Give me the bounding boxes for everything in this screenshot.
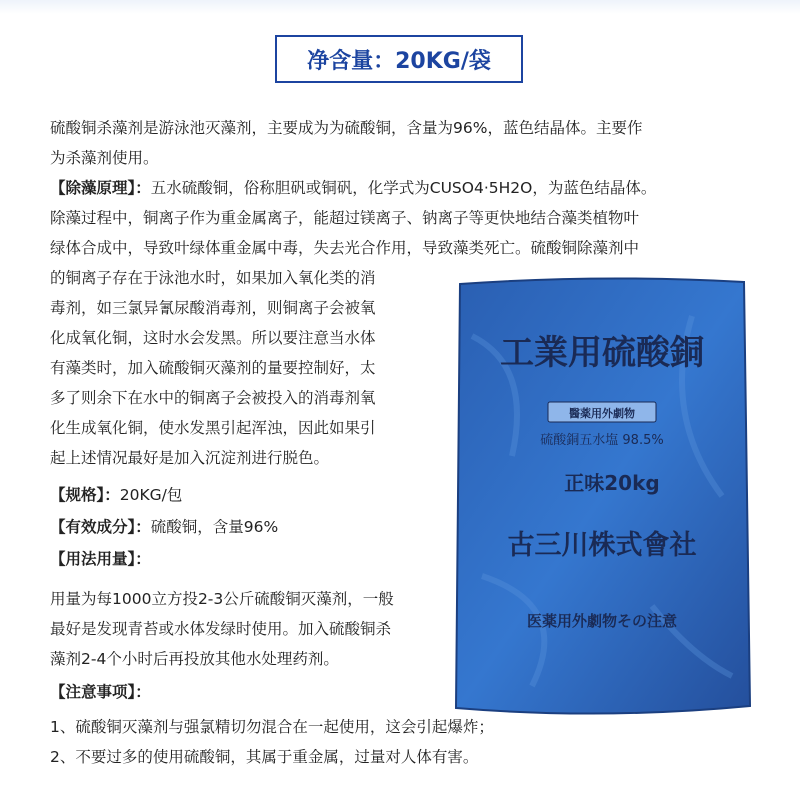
principle-line xyxy=(50,173,656,203)
principle-line: 化成氧化铜，这时水会发黑。所以要注意当水体 xyxy=(50,329,376,347)
notes-label-line xyxy=(50,677,151,707)
spec-label: 【规格】： xyxy=(50,486,120,504)
principle-text: 五水硫酸铜，俗称胆矾或铜矾，化学式为CUSO4·5H2O，为蓝色结晶体。 xyxy=(150,179,657,197)
notes-label: 【注意事项】： xyxy=(50,683,151,701)
bag-weight-text: 正味20kg xyxy=(564,471,660,495)
principle-line: 除藻过程中，铜离子作为重金属离子，能超过镁离子、钠离子等更快地结合藻类植物叶 xyxy=(50,209,640,227)
bag-badge-text: 醫薬用外劇物 xyxy=(569,407,635,420)
spec-line xyxy=(50,480,182,510)
usage-line: 藻剂2-4个小时后再投放其他水处理药剂。 xyxy=(50,650,339,668)
ingredient-line xyxy=(50,512,278,542)
bag-title-text: 工業用硫酸銅 xyxy=(500,333,704,373)
principle-line: 有藻类时，加入硫酸铜灭藻剂的量要控制好，太 xyxy=(50,359,376,377)
title-box xyxy=(275,35,523,83)
intro-line: 硫酸铜杀藻剂是游泳池灭藻剂，主要成为为硫酸铜，含量为96%，蓝色结晶体。主要作 xyxy=(50,119,643,137)
bag-warning-text: 医薬用外劇物その注意 xyxy=(526,612,678,630)
ingredient-value: 硫酸铜，含量96% xyxy=(150,518,279,536)
principle-line: 绿体合成中，导致叶绿体重金属中毒，失去光合作用，导致藻类死亡。硫酸铜除藻剂中 xyxy=(50,239,640,257)
page-title: 净含量：20KG/袋 xyxy=(307,48,491,74)
product-bag-image xyxy=(452,276,752,716)
intro-line: 为杀藻剂使用。 xyxy=(50,149,159,167)
spec-value: 20KG/包 xyxy=(119,486,183,504)
principle-line: 起上述情况最好是加入沉淀剂进行脱色。 xyxy=(50,449,330,467)
bag-content-text: 硫酸銅五水塩 98.5% xyxy=(540,433,664,448)
ingredient-label: 【有效成分】： xyxy=(50,518,151,536)
top-banner-strip xyxy=(0,0,800,14)
usage-line: 用量为每1000立方投2-3公斤硫酸铜灭藻剂，一般 xyxy=(50,590,394,608)
notes-item: 1、硫酸铜灭藻剂与强氯精切勿混合在一起使用，这会引起爆炸； xyxy=(50,718,494,736)
usage-line: 最好是发现青苔或水体发绿时使用。加入硫酸铜杀 xyxy=(50,620,392,638)
principle-line: 化生成氧化铜，使水发黑引起浑浊，因此如果引 xyxy=(50,419,376,437)
usage-label: 【用法用量】： xyxy=(50,550,151,568)
principle-line: 多了则余下在水中的铜离子会被投入的消毒剂氧 xyxy=(50,389,376,407)
principle-line: 毒剂，如三氯异氰尿酸消毒剂，则铜离子会被氧 xyxy=(50,299,376,317)
usage-label-line xyxy=(50,544,151,574)
notes-item: 2、不要过多的使用硫酸铜，其属于重金属，过量对人体有害。 xyxy=(50,748,479,766)
principle-line: 的铜离子存在于泳池水时，如果加入氧化类的消 xyxy=(50,269,376,287)
bag-company-text: 古三川株式會社 xyxy=(507,530,697,561)
principle-label: 【除藻原理】： xyxy=(50,179,151,197)
